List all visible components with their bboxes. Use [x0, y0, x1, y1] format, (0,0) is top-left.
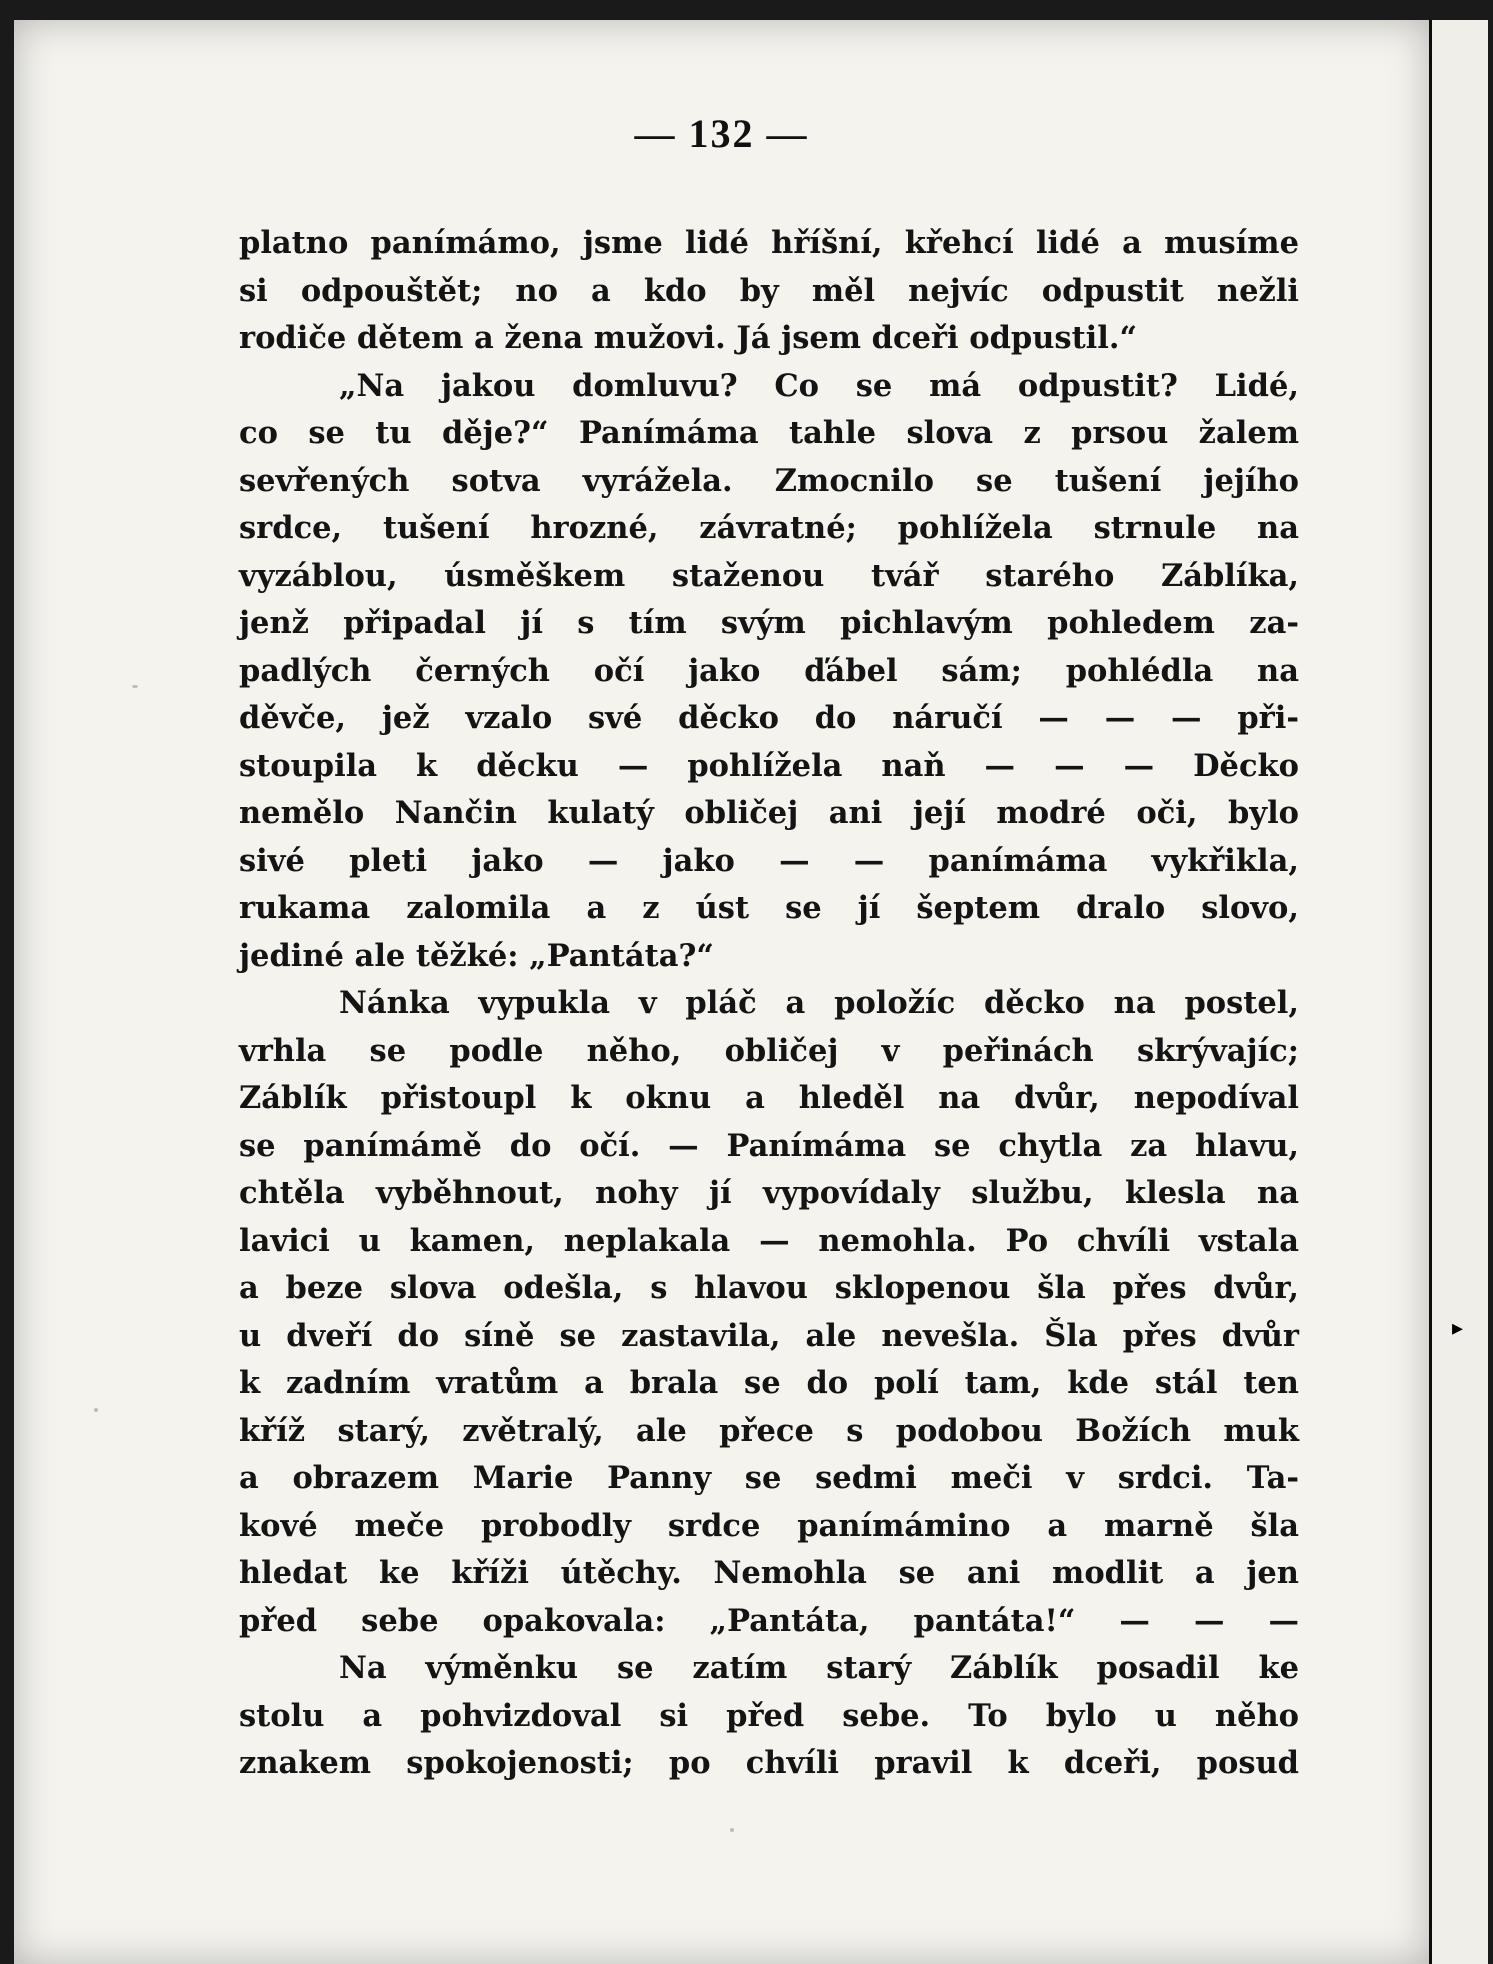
text-line: rukama zalomila a z úst se jí šeptem dralo slovo, [239, 890, 1299, 926]
paper-speck [730, 1828, 734, 1832]
text-line: co se tu děje?“ Panímáma tahle slova z prsou žalem [239, 415, 1299, 451]
text-line: kříž starý, zvětralý, ale přece s podobou Božích muk [239, 1412, 1299, 1449]
page-number: — 132 — [634, 111, 809, 156]
paper-speck [94, 1408, 98, 1412]
paper-speck [132, 685, 138, 688]
text-line: srdce, tušení hrozné, závratné; pohlížela strnule na [239, 510, 1299, 546]
text-line: padlých černých očí jako ďábel sám; pohlédla na [239, 652, 1299, 689]
adjacent-page-edge [1429, 20, 1488, 1964]
text-line: vrhla se podle něho, obličej v peřinách skrývajíc; [239, 1032, 1299, 1069]
text-line: a obrazem Marie Panny se sedmi meči v srdci. Ta- [239, 1460, 1299, 1496]
text-line: u dveří do síně se zastavila, ale nevešla. Šla přes dvůr [239, 1317, 1299, 1354]
text-line: „Na jakou domluvu? Co se má odpustit? Lidé, [339, 367, 1299, 404]
text-line: kové meče probodly srdce panímámino a marně šla [239, 1507, 1299, 1544]
text-line: se panímámě do očí. — Panímáma se chytla za hlavu, [239, 1127, 1299, 1164]
text-line: sevřených sotva vyrážela. Zmocnilo se tušení jejího [239, 462, 1299, 499]
text-line: jediné ale těžké: „Pantáta?“ [239, 937, 714, 974]
text-line: znakem spokojenosti; po chvíli pravil k dceři, posud [239, 1745, 1299, 1781]
text-line: a beze slova odešla, s hlavou sklopenou šla přes dvůr, [239, 1270, 1299, 1306]
text-line: rodiče dětem a žena mužovi. Já jsem dceři odpustil.“ [239, 320, 1138, 356]
edge-mark-icon: ▸ [1452, 1316, 1464, 1341]
text-line: hledat ke kříži útěchy. Nemohla se ani modlit a jen [239, 1555, 1299, 1591]
text-line: před sebe opakovala: „Pantáta, pantáta!“ — — — [239, 1602, 1299, 1639]
text-line: sivé pleti jako — jako — — panímáma vykřikla, [239, 842, 1299, 879]
text-line: si odpouštět; no a kdo by měl nejvíc odpustit nežli [239, 272, 1299, 309]
book-page [14, 20, 1429, 1964]
text-line: Nánka vypukla v pláč a položíc děcko na postel, [339, 985, 1299, 1021]
text-line: Na výměnku se zatím starý Záblík posadil ke [339, 1650, 1299, 1686]
text-line: jenž připadal jí s tím svým pichlavým pohledem za- [239, 605, 1299, 641]
text-line: platno panímámo, jsme lidé hříšní, křehcí lidé a musíme [239, 225, 1299, 261]
text-line: stoupila k děcku — pohlížela naň — — — Děcko [239, 747, 1299, 784]
text-line: nemělo Nančin kulatý obličej ani její modré oči, bylo [239, 795, 1299, 831]
text-line: Záblík přistoupl k oknu a hleděl na dvůr, nepodíval [239, 1080, 1299, 1116]
text-line: stolu a pohvizdoval si před sebe. To bylo u něho [239, 1697, 1299, 1734]
body-text [239, 220, 1299, 1788]
text-line: děvče, jež vzalo své děcko do náručí — — — při- [239, 700, 1299, 736]
text-line: k zadním vratům a brala se do polí tam, kde stál ten [239, 1365, 1299, 1401]
text-line: vyzáblou, úsměškem staženou tvář starého Záblíka, [239, 557, 1299, 594]
text-line: chtěla vyběhnout, nohy jí vypovídaly službu, klesla na [239, 1175, 1299, 1211]
text-line: lavici u kamen, neplakala — nemohla. Po chvíli vstala [239, 1222, 1299, 1259]
